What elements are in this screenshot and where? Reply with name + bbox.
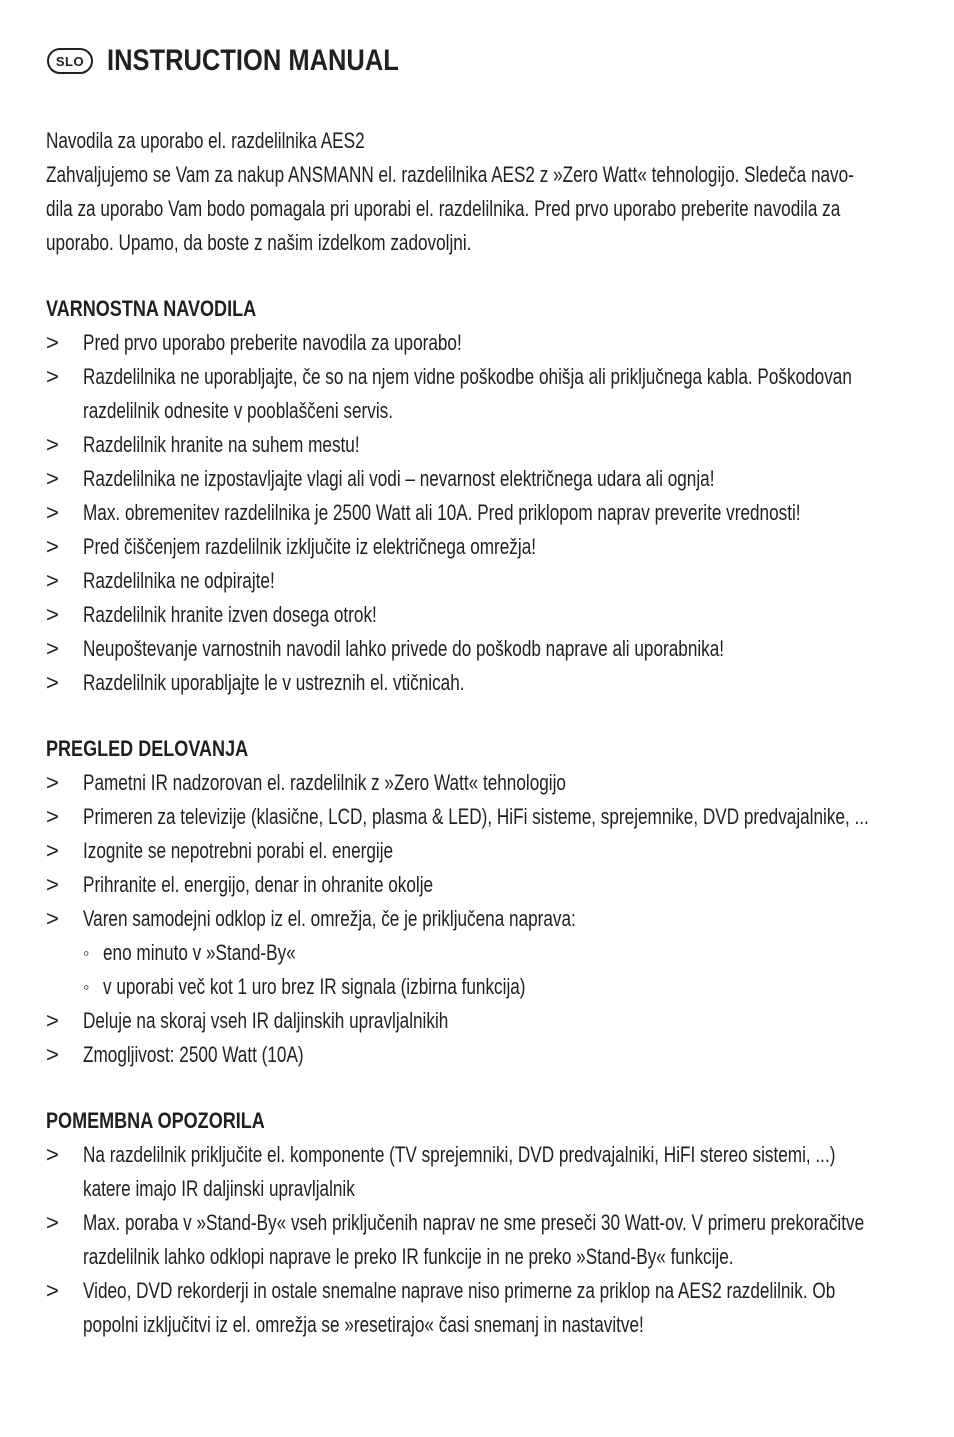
arrow-bullet-icon: > <box>46 568 59 593</box>
arrow-bullet-icon: > <box>46 1008 59 1033</box>
arrow-bullet-icon: > <box>46 804 59 829</box>
list-item-text: razdelilnik lahko odklopi naprave le preko IR funkcije in ne preko »Stand-By« funkcije. <box>83 1244 734 1269</box>
list-item-text: razdelilnik odnesite v pooblaščeni servis. <box>83 398 394 423</box>
list-item-text: Varen samodejni odklop iz el. omrežja, če je priključena naprava: <box>83 906 576 931</box>
list-item <box>46 834 916 868</box>
list-item <box>46 1004 916 1038</box>
arrow-bullet-icon: > <box>46 838 59 863</box>
sub-list-item <box>46 936 916 970</box>
list-item-text: Max. poraba v »Stand-By« vseh priključenih naprav ne sme preseči 30 Watt-ov. V primeru prekoračitve <box>83 1210 865 1235</box>
manual-page <box>46 40 916 1342</box>
list-item-text: Neupoštevanje varnostnih navodil lahko privede do poškodb naprave ali uporabnika! <box>83 636 725 661</box>
section <box>46 292 916 700</box>
list-item <box>46 632 916 666</box>
arrow-bullet-icon: > <box>46 1210 59 1235</box>
list-item <box>46 902 916 936</box>
section-heading: POMEMBNA OPOZORILA <box>46 1108 265 1133</box>
list-item <box>46 530 916 564</box>
list-item-text: Razdelilnik hranite izven dosega otrok! <box>83 602 377 627</box>
arrow-bullet-icon: > <box>46 1142 59 1167</box>
section-heading: PREGLED DELOVANJA <box>46 736 249 761</box>
list-item-text: Razdelilnika ne odpirajte! <box>83 568 275 593</box>
arrow-bullet-icon: > <box>46 770 59 795</box>
section <box>46 1104 916 1342</box>
section-heading: VARNOSTNA NAVODILA <box>46 296 257 321</box>
list-item <box>46 666 916 700</box>
list-item-text: katere imajo IR daljinski upravljalnik <box>83 1176 355 1201</box>
arrow-bullet-icon: > <box>46 636 59 661</box>
list-item-text: Na razdelilnik priključite el. komponente (TV sprejemniki, DVD predvajalniki, HiFI stereo sistemi, ...) <box>83 1142 836 1167</box>
arrow-bullet-icon: > <box>46 602 59 627</box>
intro-title-line: Navodila za uporabo el. razdelilnika AES2 <box>46 128 365 153</box>
list-item <box>46 800 916 834</box>
arrow-bullet-icon: > <box>46 1042 59 1067</box>
list-item-text: Razdelilnik hranite na suhem mestu! <box>83 432 360 457</box>
list-item-text: Pred prvo uporabo preberite navodila za uporabo! <box>83 330 462 355</box>
list-item <box>46 496 916 530</box>
list-item-text: Razdelilnika ne izpostavljajte vlagi ali vodi – nevarnost električnega udara ali ognja! <box>83 466 715 491</box>
intro-line: Zahvaljujemo se Vam za nakup ANSMANN el. razdelilnika AES2 z »Zero Watt« tehnologijo. Sledeča navo- <box>46 162 854 187</box>
list-item-text: v uporabi več kot 1 uro brez IR signala (izbirna funkcija) <box>103 974 526 999</box>
arrow-bullet-icon: > <box>46 1278 59 1303</box>
list-item <box>46 462 916 496</box>
list-item <box>46 360 916 428</box>
list-item <box>46 1038 916 1072</box>
list-item-text: Razdelilnika ne uporabljajte, če so na njem vidne poškodbe ohišja ali priključnega kabla. Poškodovan <box>83 364 852 389</box>
intro-paragraph <box>46 124 916 260</box>
list-item <box>46 598 916 632</box>
circle-bullet-icon: ◦ <box>83 977 90 997</box>
list-item <box>46 1274 916 1342</box>
arrow-bullet-icon: > <box>46 872 59 897</box>
list-item-text: eno minuto v »Stand-By« <box>103 940 296 965</box>
arrow-bullet-icon: > <box>46 906 59 931</box>
section <box>46 732 916 1072</box>
manual-header <box>46 40 916 82</box>
list-item-text: Razdelilnik uporabljajte le v ustreznih el. vtičnicah. <box>83 670 465 695</box>
list-item <box>46 868 916 902</box>
list-item-text: popolni izključitvi iz el. omrežja se »resetirajo« časi snemanj in nastavitve! <box>83 1312 644 1337</box>
list-item-text: Pred čiščenjem razdelilnik izključite iz električnega omrežja! <box>83 534 537 559</box>
list-item-text: Prihranite el. energijo, denar in ohranite okolje <box>83 872 434 897</box>
list-item-text: Deluje na skoraj vseh IR daljinskih upravljalnikih <box>83 1008 449 1033</box>
list-item-text: Video, DVD rekorderji in ostale snemalne naprave niso primerne za priklop na AES2 razdelilnik. Ob <box>83 1278 836 1303</box>
list-item <box>46 564 916 598</box>
arrow-bullet-icon: > <box>46 432 59 457</box>
arrow-bullet-icon: > <box>46 330 59 355</box>
list-item-text: Primeren za televizije (klasične, LCD, plasma & LED), HiFi sisteme, sprejemnike, DVD predvajalnike, ... <box>83 804 869 829</box>
list-item <box>46 1206 916 1274</box>
arrow-bullet-icon: > <box>46 364 59 389</box>
list-item-text: Izognite se nepotrebni porabi el. energije <box>83 838 394 863</box>
list-item-text: Zmogljivost: 2500 Watt (10A) <box>83 1042 304 1067</box>
intro-line: dila za uporabo Vam bodo pomagala pri uporabi el. razdelilnika. Pred prvo uporabo preberite navodila za <box>46 196 841 221</box>
arrow-bullet-icon: > <box>46 670 59 695</box>
page-title: INSTRUCTION MANUAL <box>107 44 399 77</box>
language-badge: SLO <box>47 48 93 74</box>
sub-list-item <box>46 970 916 1004</box>
list-item-text: Max. obremenitev razdelilnika je 2500 Watt ali 10A. Pred priklopom naprav preverite vrednosti! <box>83 500 801 525</box>
list-item <box>46 1138 916 1206</box>
list-item-text: Pametni IR nadzorovan el. razdelilnik z »Zero Watt« tehnologijo <box>83 770 566 795</box>
intro-line: uporabo. Upamo, da boste z našim izdelkom zadovoljni. <box>46 230 472 255</box>
sections-container <box>46 292 916 1342</box>
arrow-bullet-icon: > <box>46 466 59 491</box>
list-item <box>46 326 916 360</box>
arrow-bullet-icon: > <box>46 534 59 559</box>
list-item <box>46 428 916 462</box>
arrow-bullet-icon: > <box>46 500 59 525</box>
circle-bullet-icon: ◦ <box>83 943 90 963</box>
list-item <box>46 766 916 800</box>
